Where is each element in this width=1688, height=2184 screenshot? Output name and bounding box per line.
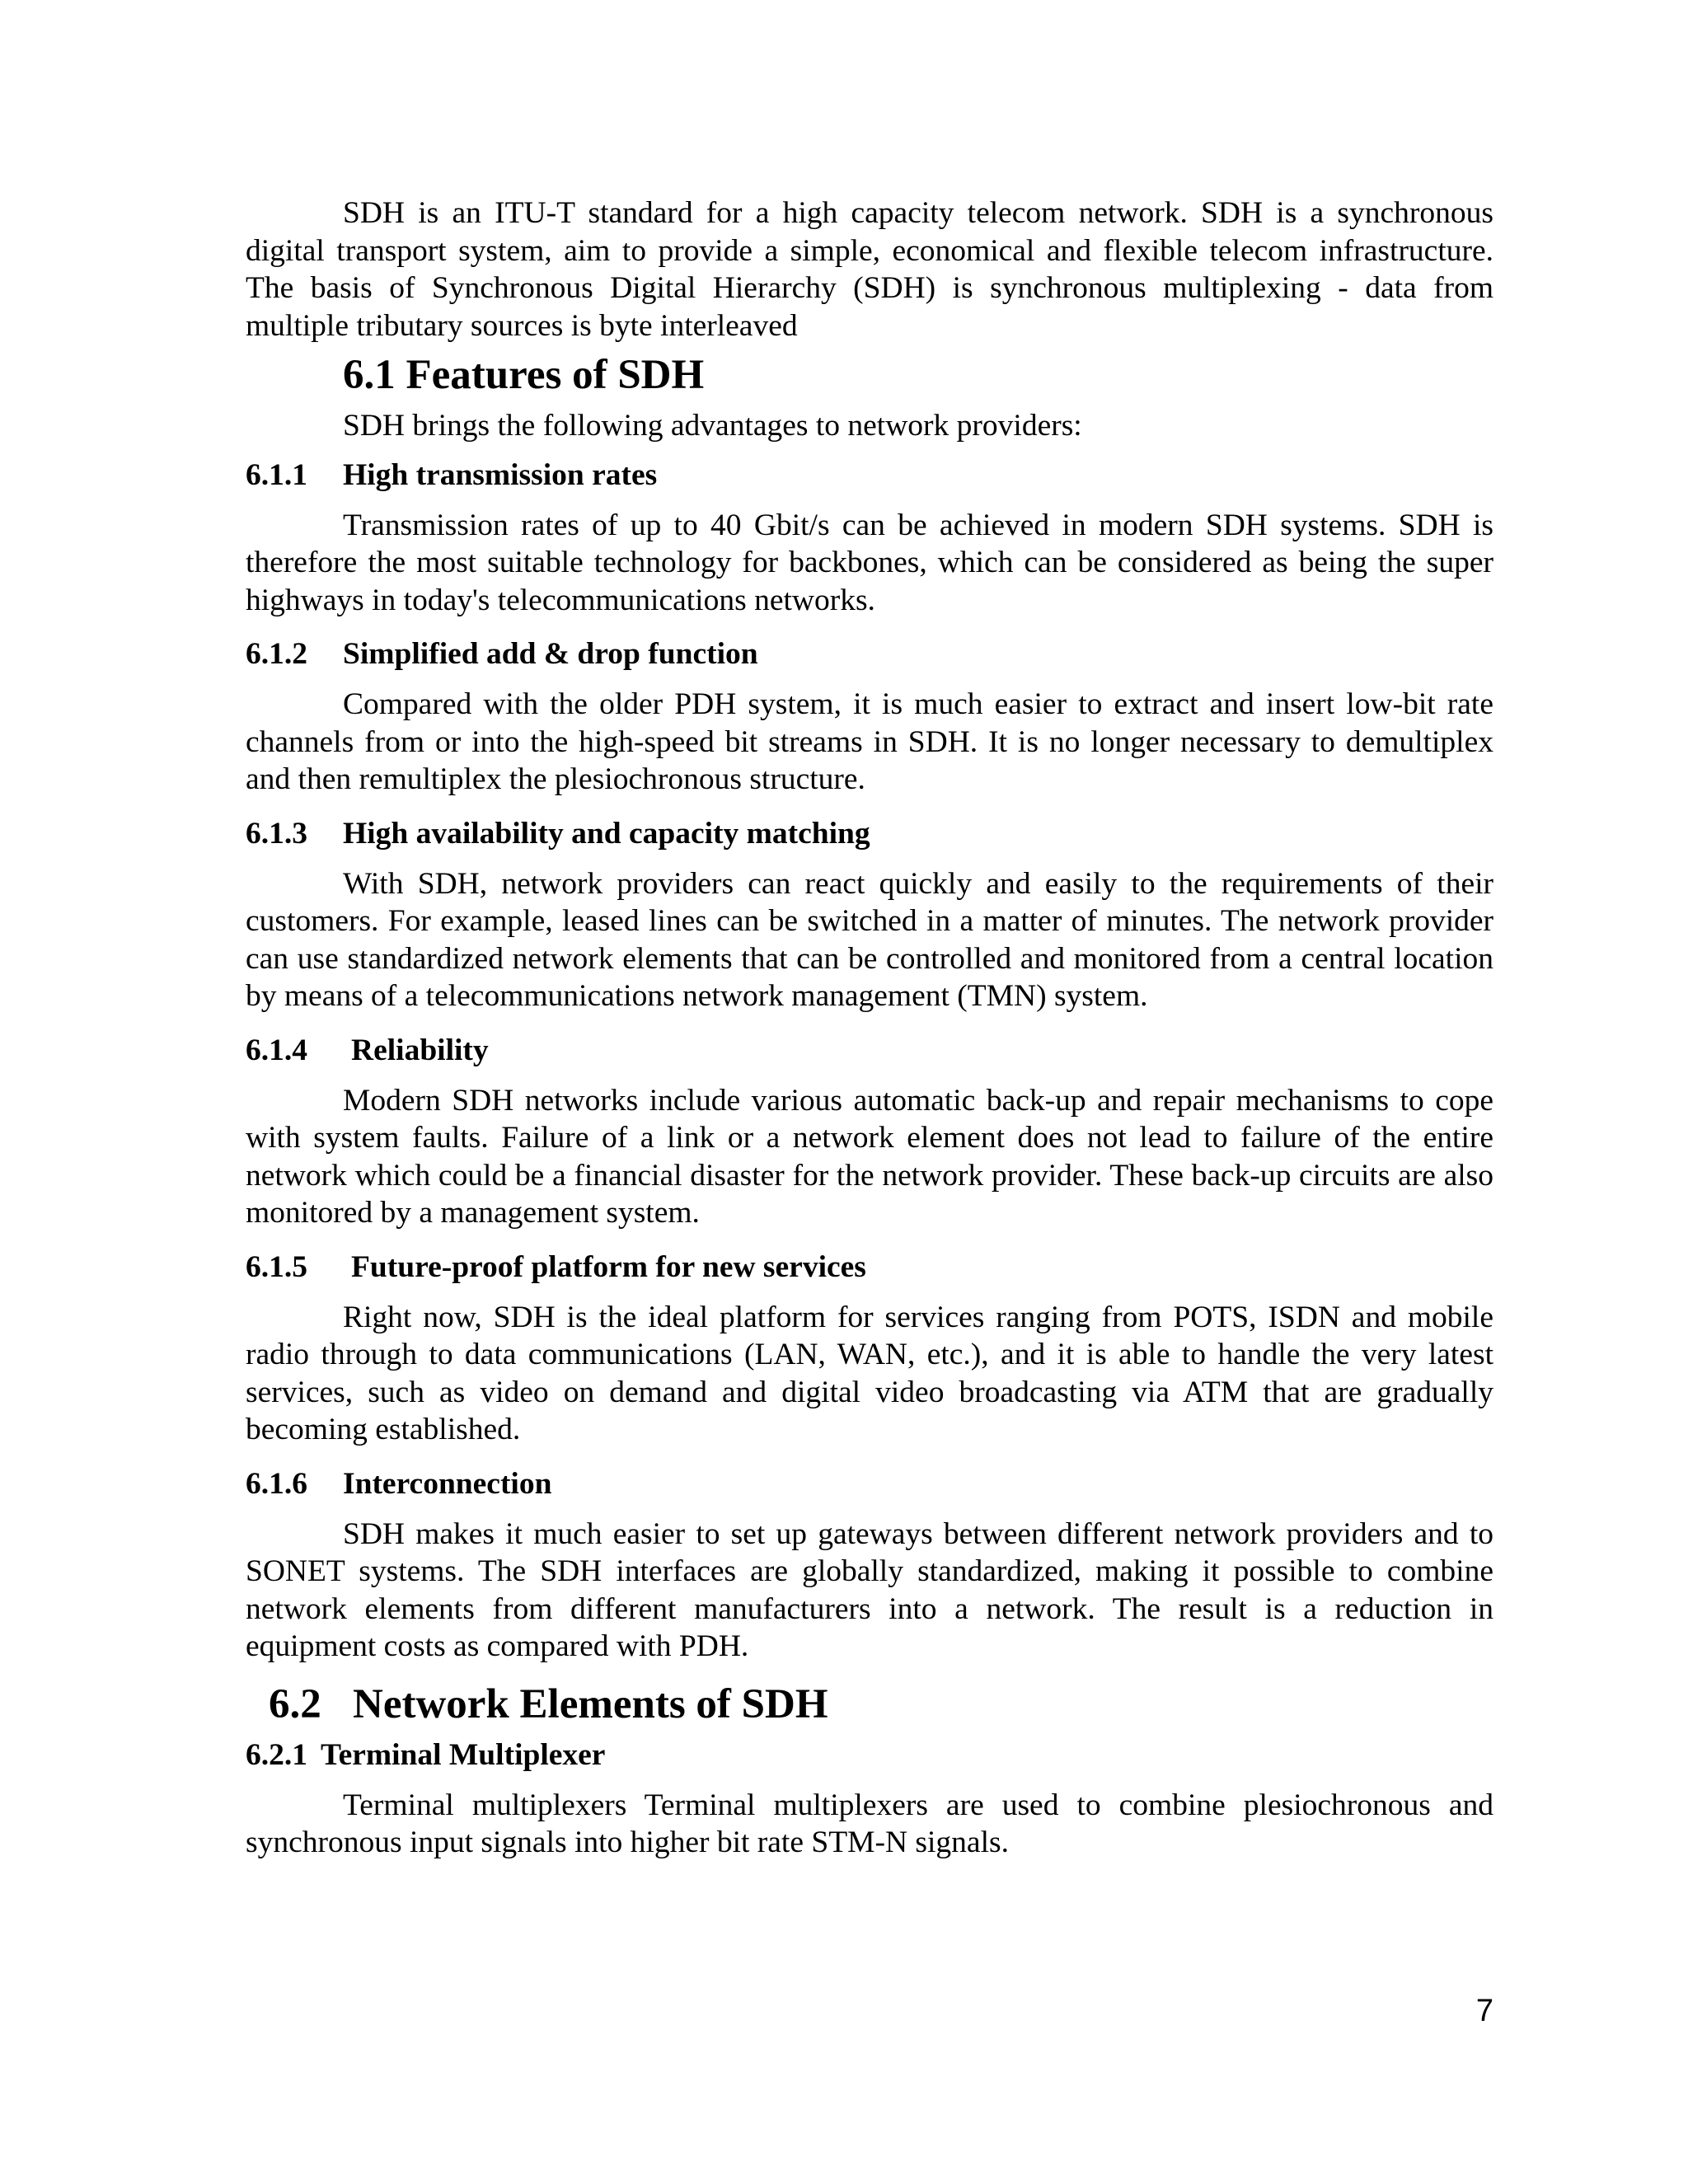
subsection-title: Terminal Multiplexer: [321, 1737, 606, 1772]
subsection-title: Simplified add & drop function: [343, 637, 758, 671]
subsection-paragraph-6-1-3: With SDH, network providers can react quickly and easily to the requirements of their customers. For example, leased lines can be switched in a matter of minutes. The network provider can use standardized network elements that can be controlled and monitored from a central location by means of a telecommunications network management (TMN) system.: [246, 866, 1493, 1013]
page-number: 7: [1475, 1994, 1493, 2028]
subsection-number: 6.1.3: [246, 816, 307, 851]
subsection-number: 6.1.6: [246, 1466, 307, 1501]
section-heading-6-1: 6.1 Features of SDH: [343, 352, 705, 398]
subsection-paragraph-6-1-5: Right now, SDH is the ideal platform for services ranging from POTS, ISDN and mobile radio through to data communications (LAN, WAN, etc.), and it is able to handle the very latest services, such as video on demand and digital video broadcasting via ATM that are gradually becoming established.: [246, 1300, 1493, 1446]
subsection-heading-6-2-1: [246, 1736, 1493, 1774]
subsection-number: 6.1.4: [246, 1033, 307, 1067]
subsection-heading-6-1-3: [246, 815, 1493, 852]
subsection-number: 6.1.1: [246, 457, 307, 492]
subsection-paragraph-6-1-2: Compared with the older PDH system, it is much easier to extract and insert low-bit rate channels from or into the high-speed bit streams in SDH. It is no longer necessary to demultiplex and then remultiplex the plesiochronous structure.: [246, 687, 1493, 796]
subsection-heading-6-1-1: [246, 457, 1493, 494]
subsection-paragraph-6-1-1: Transmission rates of up to 40 Gbit/s can be achieved in modern SDH systems. SDH is therefore the most suitable technology for backbones, which can be considered as being the super highways in today's telecommunications networks.: [246, 508, 1493, 617]
subsection-heading-6-1-5: [246, 1249, 1493, 1286]
section-lead-paragraph: SDH brings the following advantages to network providers:: [343, 409, 1082, 443]
subsection-paragraph-6-1-6: SDH makes it much easier to set up gateways between different network providers and to SONET systems. The SDH interfaces are globally standardized, making it possible to combine network elements from different manufacturers into a network. The result is a reduction in equipment costs as compared with PDH.: [246, 1516, 1493, 1663]
subsection-heading-6-1-6: [246, 1465, 1493, 1502]
section-heading-6-2: [246, 1679, 1493, 1730]
page-content: [246, 194, 1493, 1862]
subsection-paragraph-6-1-4: Modern SDH networks include various automatic back-up and repair mechanisms to cope with system faults. Failure of a link or a network element does not lead to failure of the entire network which could be a financial disaster for the network provider. These back-up circuits are also monitored by a management system.: [246, 1083, 1493, 1230]
subsection-title: Reliability: [351, 1033, 489, 1067]
subsection-number: 6.1.5: [246, 1249, 307, 1284]
subsection-title: High availability and capacity matching: [343, 816, 870, 851]
subsection-heading-6-1-4: [246, 1032, 1493, 1069]
section-title: Network Elements of SDH: [353, 1680, 828, 1727]
subsection-number: 6.2.1: [246, 1737, 307, 1772]
subsection-title: High transmission rates: [343, 457, 658, 492]
subsection-heading-6-1-2: [246, 635, 1493, 673]
section-number: 6.2: [269, 1680, 321, 1727]
subsection-title: Interconnection: [343, 1466, 552, 1501]
subsection-number: 6.1.2: [246, 637, 307, 671]
intro-paragraph: SDH is an ITU-T standard for a high capacity telecom network. SDH is a synchronous digital transport system, aim to provide a simple, economical and flexible telecom infrastructure. The basis of Synchronous Digital Hierarchy (SDH) is synchronous multiplexing - data from multiple tributary sources is byte interleaved: [246, 196, 1493, 343]
subsection-paragraph-6-2-1: Terminal multiplexers Terminal multiplexers are used to combine plesiochronous and synchronous input signals into higher bit rate STM-N signals.: [246, 1788, 1493, 1859]
subsection-title: Future-proof platform for new services: [351, 1249, 866, 1284]
